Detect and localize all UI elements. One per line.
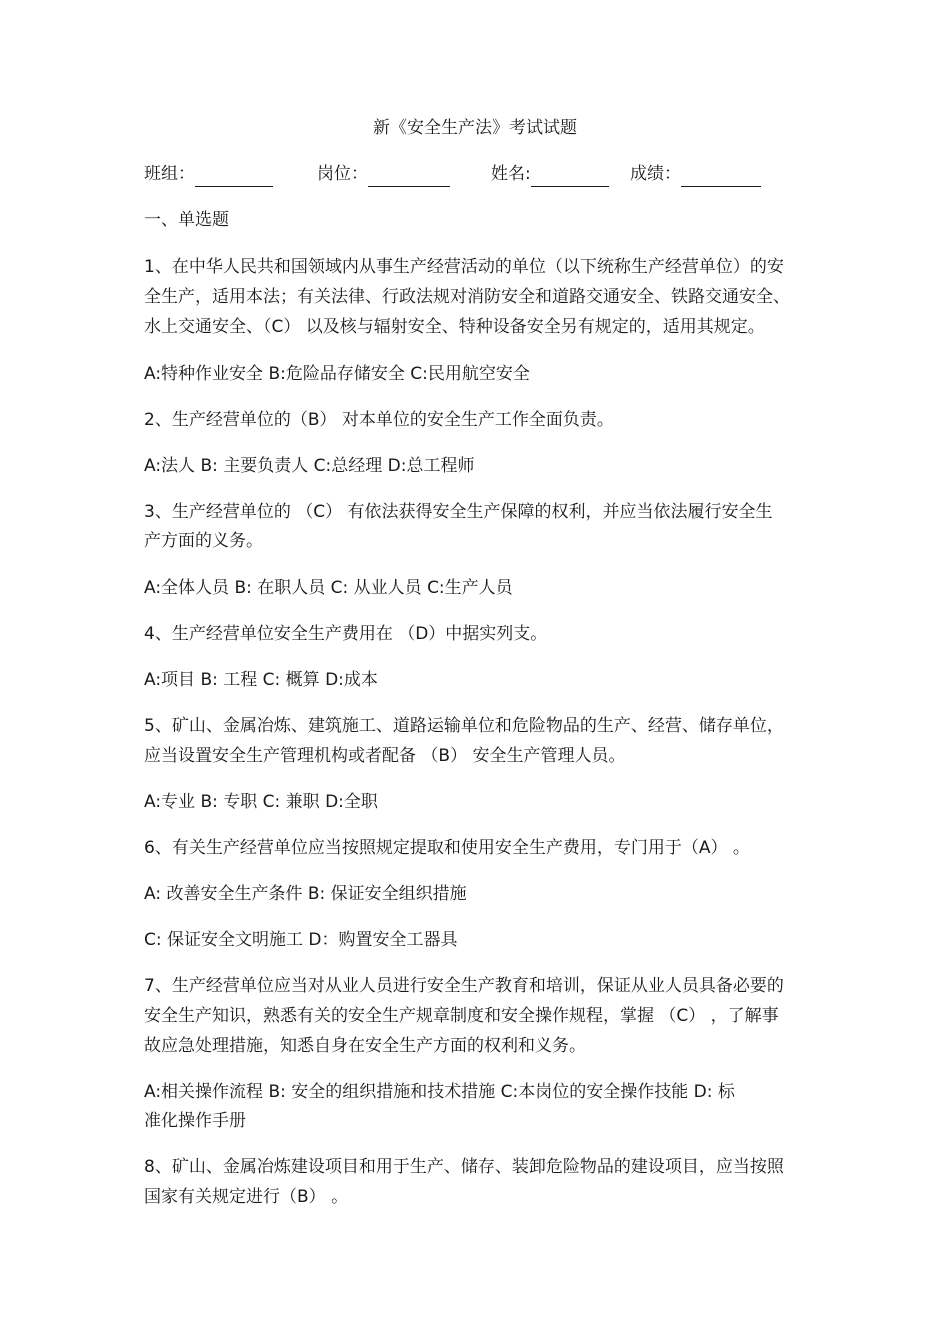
field-position-blank[interactable] [368,164,450,187]
question-1-line-3: 水上交通安全、（C） 以及核与辐射安全、特种设备安全另有规定的，适用其规定。 [144,317,765,337]
field-score-label: 成绩： [630,164,681,184]
question-4-line-1: 4、生产经营单位安全生产费用在 （D）中据实列支。 [144,624,548,644]
field-position [317,161,450,187]
exam-title: 新《安全生产法》考试试题 [373,118,577,138]
question-1-line-1: 1、在中华人民共和国领域内从事生产经营活动的单位（以下统称生产经营单位）的安 [144,257,784,277]
field-name-blank[interactable] [531,164,609,187]
question-3-options: A:全体人员 B: 在职人员 C: 从业人员 C:生产人员 [144,578,513,598]
field-name [491,161,609,187]
question-4-options: A:项目 B: 工程 C: 概算 D:成本 [144,670,378,690]
question-1-options: A:特种作业安全 B:危险品存储安全 C:民用航空安全 [144,364,530,384]
field-score [630,161,761,187]
question-5-line-2: 应当设置安全生产管理机构或者配备 （B） 安全生产管理人员。 [144,746,626,766]
question-7-line-1: 7、生产经营单位应当对从业人员进行安全生产教育和培训，保证从业人员具备必要的 [144,976,784,996]
question-5-options: A:专业 B: 专职 C: 兼职 D:全职 [144,792,378,812]
section-title: 一、单选题 [144,210,229,230]
question-8-line-1: 8、矿山、金属冶炼建设项目和用于生产、储存、装卸危险物品的建设项目，应当按照 [144,1157,784,1177]
field-team-blank[interactable] [195,164,273,187]
field-score-blank[interactable] [681,164,761,187]
question-2-line-1: 2、生产经营单位的（B） 对本单位的安全生产工作全面负责。 [144,410,614,430]
field-team-label: 班组： [144,164,195,184]
question-7-line-3: 故应急处理措施，知悉自身在安全生产方面的权利和义务。 [144,1036,586,1056]
field-position-label: 岗位： [317,164,368,184]
question-6-line-1: 6、有关生产经营单位应当按照规定提取和使用安全生产费用，专门用于（A） 。 [144,838,750,858]
question-2-options: A:法人 B: 主要负责人 C:总经理 D:总工程师 [144,456,475,476]
question-3-line-1: 3、生产经营单位的 （C） 有依法获得安全生产保障的权利，并应当依法履行安全生 [144,502,773,522]
question-7-options-1: A:相关操作流程 B: 安全的组织措施和技术措施 C:本岗位的安全操作技能 D: 标 [144,1082,735,1102]
question-7-line-2: 安全生产知识，熟悉有关的安全生产规章制度和安全操作规程，掌握 （C） ，了解事 [144,1006,779,1026]
question-7-options-2: 准化操作手册 [144,1111,246,1131]
question-6-options-1: A: 改善安全生产条件 B: 保证安全组织措施 [144,884,467,904]
question-3-line-2: 产方面的义务。 [144,531,263,551]
field-name-label: 姓名: [491,164,531,184]
question-5-line-1: 5、矿山、金属冶炼、建筑施工、道路运输单位和危险物品的生产、经营、储存单位， [144,716,784,736]
question-1-line-2: 全生产，适用本法；有关法律、行政法规对消防安全和道路交通安全、铁路交通安全、 [144,287,790,307]
question-8-line-2: 国家有关规定进行（B） 。 [144,1187,349,1207]
info-fields [144,161,844,189]
question-6-options-2: C: 保证安全文明施工 D：购置安全工器具 [144,930,458,950]
field-team [144,161,273,187]
